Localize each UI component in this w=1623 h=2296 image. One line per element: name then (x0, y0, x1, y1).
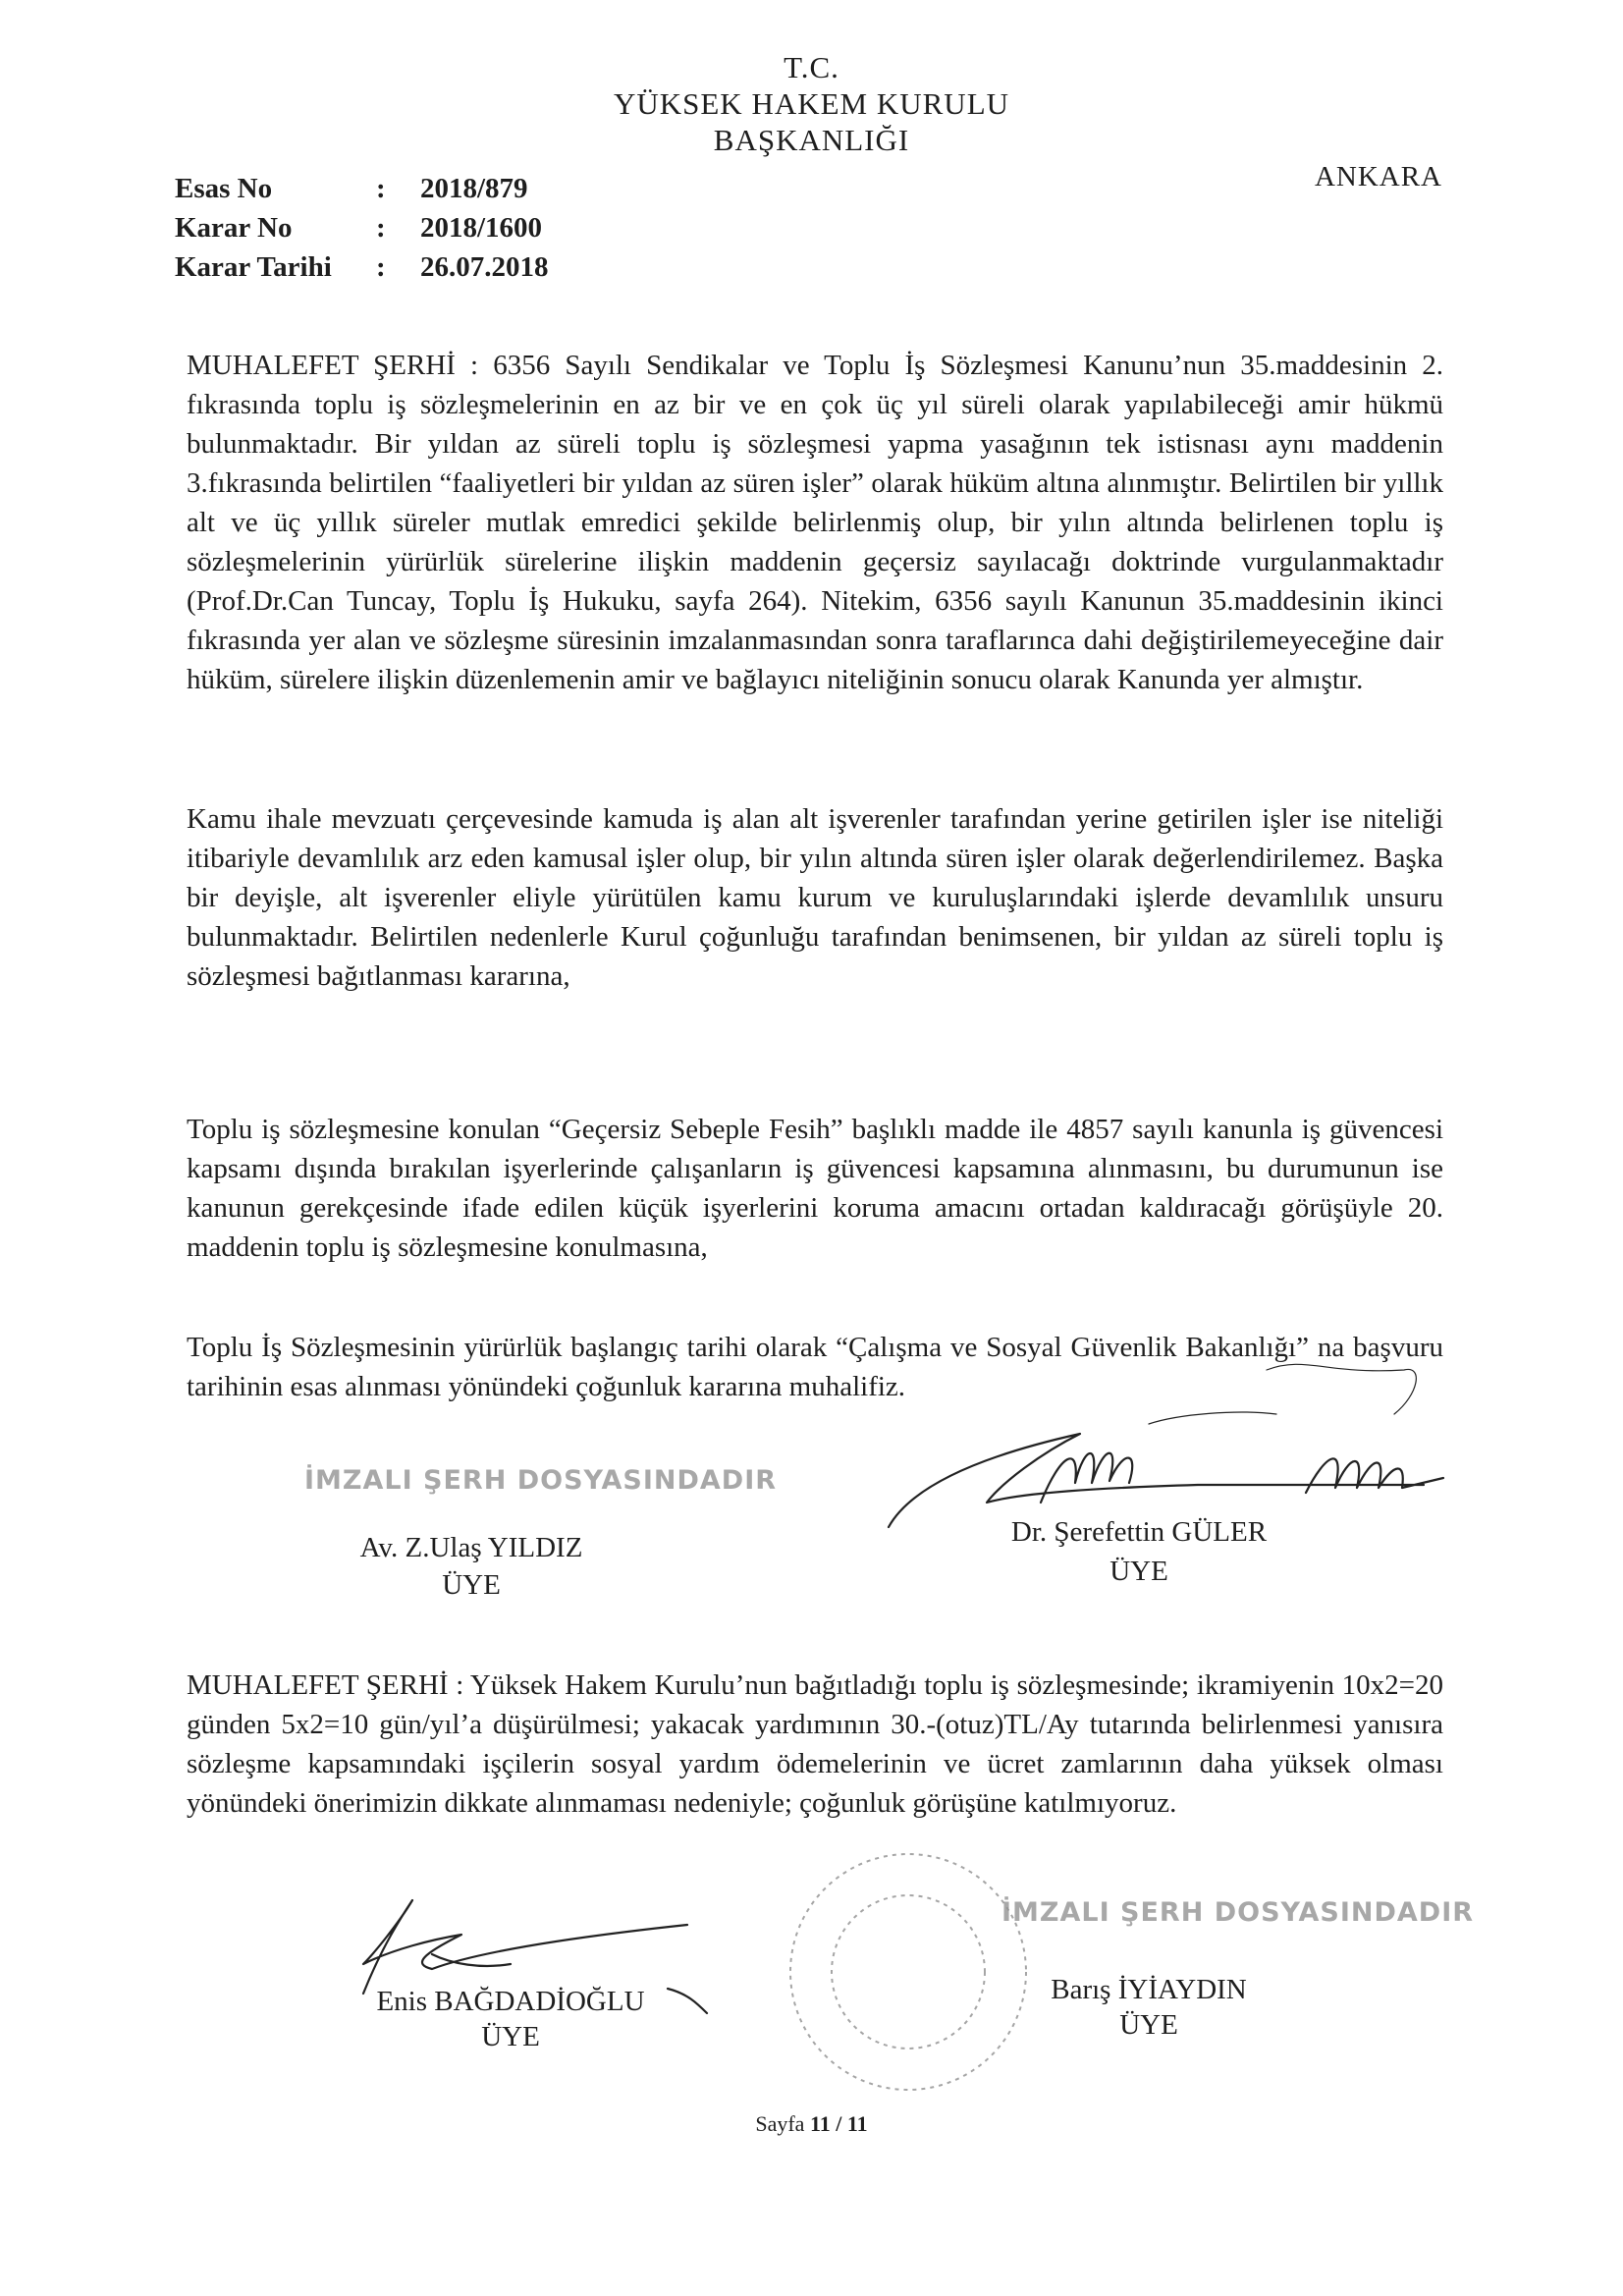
page-label: Sayfa (755, 2111, 805, 2136)
signatory-name-bagdadioglu: Enis BAĞDADİOĞLU (376, 1986, 645, 2017)
dissent-paragraph-1: MUHALEFET ŞERHİ : 6356 Sayılı Sendikalar ve Toplu İş Sözleşmesi Kanunu’nun 35.maddesinin 2. fıkrasında toplu iş sözleşmelerinin en az bir ve en çok üç yıl süreli olarak yapılabileceği amir hükmü bulunmaktadır. Bir yıldan az süreli toplu iş sözleşmesi yapma yasağının tek istisnası aynı maddenin 3.fıkrasında belirtilen “faaliyetleri bir yıldan az süren işler” olarak hüküm altına alınmıştır. Belirtilen bir yıllık alt ve üç yıllık süreler mutlak emredici şekilde belirlenmiş olup, bir yılın altında belirlenen toplu iş sözleşmelerinin yürürlük sürelerine ilişkin maddenin geçersiz sayılacağı doktrinde vurgulanmaktadır (Prof.Dr.Can Tuncay, Toplu İş Hukuku, sayfa 264). Nitekim, 6356 sayılı Kanunun 35.maddesinin ikinci fıkrasında yer alan ve sözleşme süresinin imzalanmasından sonra taraflarınca dahi değiştirilemeyeceğine dair hüküm, sürelere ilişkin düzenlemenin amir ve bağlayıcı niteliğinin sonucu olarak Kanunda yer almıştır. (187, 350, 1443, 695)
meta-colon: : (376, 251, 386, 283)
signed-dissent-stamp: İMZALI ŞERH DOSYASINDADIR (304, 1465, 778, 1496)
document-header (0, 49, 1623, 158)
meta-value: 2018/879 (420, 173, 528, 204)
meta-row-karar (175, 208, 549, 247)
signatory-role-guler: ÜYE (1109, 1556, 1168, 1587)
meta-label: Karar No (175, 212, 293, 244)
page-number-footer (0, 2111, 1623, 2137)
meta-colon: : (376, 212, 386, 244)
dissent-paragraph-3: Toplu iş sözleşmesine konulan “Geçersiz Sebeple Fesih” başlıklı madde ile 4857 sayılı kanunla iş güvencesi kapsamı dışında bırakılan işyerlerinde çalışanların iş güvencesi kapsamına alınmasını, bu durumunun ise kanunun gerekçesinde ifade edilen küçük işyerlerini koruma amacını ortadan kaldıracağı görüşüyle 20. maddenin toplu iş sözleşmesine konulmasına, (187, 1114, 1443, 1263)
dissent-paragraph-2: Kamu ihale mevzuatı çerçevesinde kamuda iş alan alt işverenler tarafından yerine getirilen işler ise niteliği itibariyle devamlılık arz eden kamusal işler olup, bir yılın altında süren işler olarak değerlendirilemez. Başka bir deyişle, alt işverenler eliyle yürütülen kamu kurum ve kuruluşlarındaki işlerde devamlılık unsuru bulunmaktadır. Belirtilen nedenlerle Kurul çoğunluğu tarafından benimsenen, bir yıldan az süreli toplu iş sözleşmesi bağıtlanması kararına, (187, 803, 1443, 992)
signatory-role-iyiaydin: ÜYE (1119, 2009, 1178, 2041)
meta-value: 2018/1600 (420, 212, 543, 244)
meta-row-tarih (175, 247, 549, 287)
case-metadata (175, 169, 549, 287)
signatory-role-yildiz: ÜYE (442, 1569, 501, 1601)
meta-label: Karar Tarihi (175, 251, 332, 283)
page-number: 11 / 11 (809, 2111, 868, 2136)
header-directorate: BAŞKANLIĞI (713, 123, 910, 157)
meta-label: Esas No (175, 173, 273, 204)
meta-value: 26.07.2018 (420, 251, 549, 283)
official-seal-outer (790, 1854, 1026, 2090)
header-institution: YÜKSEK HAKEM KURULU (613, 86, 1010, 121)
signed-dissent-stamp-2: İMZALI ŞERH DOSYASINDADIR (1001, 1897, 1475, 1928)
dissent-paragraph-5: MUHALEFET ŞERHİ : Yüksek Hakem Kurulu’nun bağıtladığı toplu iş sözleşmesinde; ikramiyenin 10x2=20 günden 5x2=10 gün/yıl’a düşürülmesi; yakacak yardımının 30.-(otuz)TL/Ay tutarında belirlenmesi yanısıra sözleşme kapsamındaki işçilerin sosyal yardım ödemelerinin ve ücret zamlarının daha yüksek olması yönündeki önerimizin dikkate alınmaması nedeniyle; çoğunluk görüşüne katılmıyoruz. (187, 1669, 1443, 1819)
dissent-paragraph-4: Toplu İş Sözleşmesinin yürürlük başlangıç tarihi olarak “Çalışma ve Sosyal Güvenlik Bakanlığı” na başvuru tarihinin esas alınması yönündeki çoğunluk kararına muhalifiz. (187, 1332, 1443, 1402)
official-seal-inner (832, 1895, 985, 2049)
meta-colon: : (376, 173, 386, 204)
signatory-name-iyiaydin: Barış İYİAYDIN (1051, 1974, 1247, 2005)
signatory-name-guler: Dr. Şerefettin GÜLER (1010, 1516, 1268, 1548)
header-tc: T.C. (784, 50, 839, 84)
signatory-name-yildiz: Av. Z.Ulaş YILDIZ (359, 1532, 583, 1563)
city-label: ANKARA (1314, 161, 1442, 192)
meta-row-esas (175, 169, 549, 208)
signatory-role-bagdadioglu: ÜYE (481, 2021, 540, 2052)
